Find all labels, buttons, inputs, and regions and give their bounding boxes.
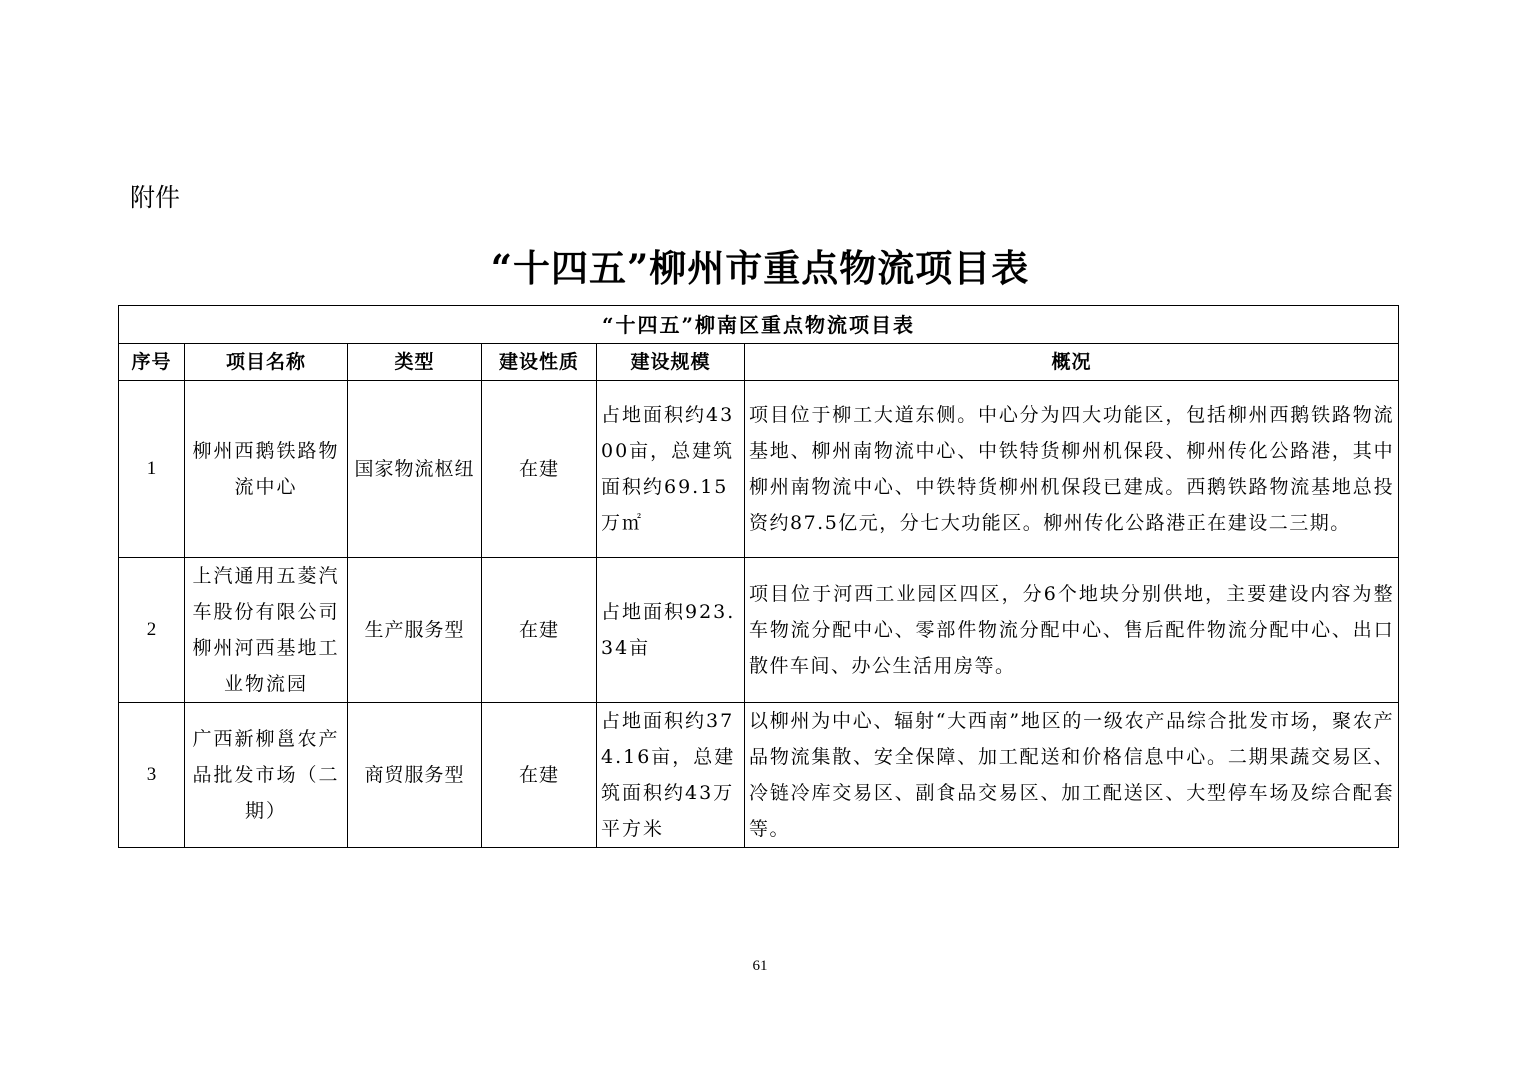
- page-title: “十四五”柳州市重点物流项目表: [490, 246, 1030, 290]
- column-header-scale: 建设规模: [597, 344, 745, 381]
- row-index-cell: 1: [119, 381, 185, 558]
- row-index-cell: 3: [119, 703, 185, 848]
- project-scale-cell: 占地面积约4300亩，总建筑面积约69.15万㎡: [597, 381, 745, 558]
- project-type-cell: 商贸服务型: [348, 703, 482, 848]
- page-number: 61: [752, 958, 768, 974]
- project-status-cell: 在建: [482, 381, 597, 558]
- logistics-project-table: [118, 305, 1399, 848]
- project-type-cell: 国家物流枢纽: [348, 381, 482, 558]
- table-subtitle: “十四五”柳南区重点物流项目表: [119, 306, 1399, 344]
- column-header-name: 项目名称: [185, 344, 348, 381]
- project-scale-cell: 占地面积923.34亩: [597, 558, 745, 703]
- column-header-index: 序号: [119, 344, 185, 381]
- table-row: [119, 703, 1399, 848]
- table-row: [119, 381, 1399, 558]
- project-name-cell: 柳州西鹅铁路物流中心: [185, 381, 348, 558]
- project-status-cell: 在建: [482, 703, 597, 848]
- project-name-cell: 上汽通用五菱汽车股份有限公司柳州河西基地工业物流园: [185, 558, 348, 703]
- table-header-row: [119, 344, 1399, 381]
- project-type-cell: 生产服务型: [348, 558, 482, 703]
- column-header-status: 建设性质: [482, 344, 597, 381]
- column-header-type: 类型: [348, 344, 482, 381]
- column-header-summary: 概况: [745, 344, 1399, 381]
- row-index-cell: 2: [119, 558, 185, 703]
- project-summary-cell: 项目位于柳工大道东侧。中心分为四大功能区，包括柳州西鹅铁路物流基地、柳州南物流中心、中铁特货柳州机保段、柳州传化公路港，其中柳州南物流中心、中铁特货柳州机保段已建成。西鹅铁路物流基地总投资约87.5亿元，分七大功能区。柳州传化公路港正在建设二三期。: [745, 381, 1399, 558]
- project-summary-cell: 以柳州为中心、辐射“大西南”地区的一级农产品综合批发市场，聚农产品物流集散、安全保障、加工配送和价格信息中心。二期果蔬交易区、冷链冷库交易区、副食品交易区、加工配送区、大型停车场及综合配套等。: [745, 703, 1399, 848]
- attachment-label: 附件: [130, 183, 181, 212]
- table-row: [119, 558, 1399, 703]
- project-status-cell: 在建: [482, 558, 597, 703]
- project-summary-cell: 项目位于河西工业园区四区，分6个地块分别供地，主要建设内容为整车物流分配中心、零部件物流分配中心、售后配件物流分配中心、出口散件车间、办公生活用房等。: [745, 558, 1399, 703]
- project-name-cell: 广西新柳邕农产品批发市场（二期）: [185, 703, 348, 848]
- project-scale-cell: 占地面积约374.16亩，总建筑面积约43万平方米: [597, 703, 745, 848]
